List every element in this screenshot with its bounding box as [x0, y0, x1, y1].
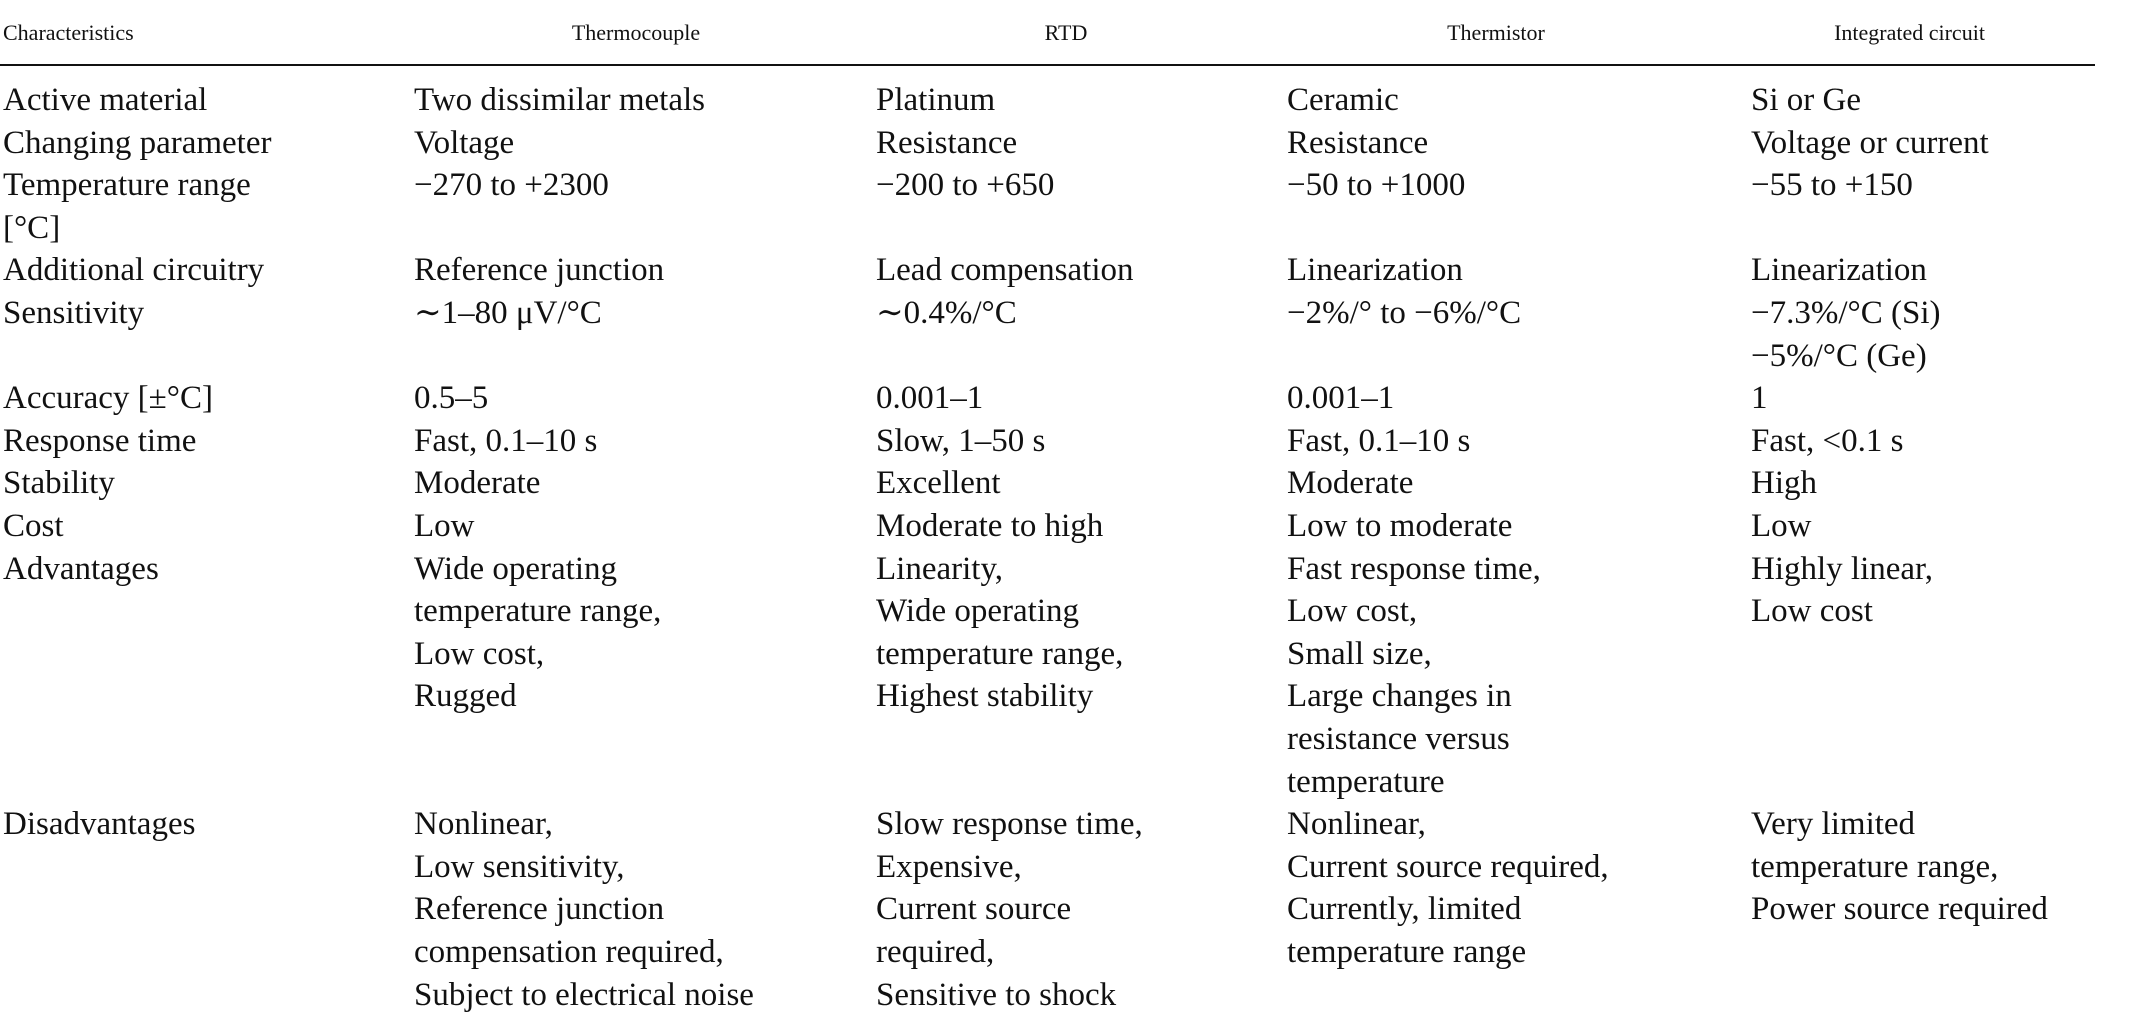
rtd-cell [876, 505, 1103, 548]
row-label [3, 164, 251, 249]
cell-line: 0.001–1 [1287, 380, 1395, 417]
integrated-circuit-cell [1751, 505, 1812, 548]
table-row [0, 505, 2133, 548]
cell-line: −5%/°C (Ge) [1751, 337, 1927, 374]
cell-line: Linearization [1287, 252, 1463, 289]
cell-line: −50 to +1000 [1287, 167, 1466, 204]
cell-line: Low cost [1751, 593, 1873, 630]
cell-line: Fast, <0.1 s [1751, 422, 1904, 459]
integrated-circuit-cell [1751, 292, 1940, 377]
cell-line: Fast response time, [1287, 550, 1541, 587]
thermistor-cell [1287, 79, 1399, 122]
integrated-circuit-cell [1751, 803, 2048, 931]
thermistor-cell [1287, 377, 1394, 420]
header-thermistor: Thermistor [1447, 20, 1545, 45]
rtd-cell [876, 249, 1134, 292]
integrated-circuit-cell [1751, 164, 1913, 207]
integrated-circuit-cell [1751, 79, 1861, 122]
cell-line: resistance versus [1287, 720, 1510, 757]
table-row [0, 377, 2133, 420]
rtd-cell [876, 548, 1123, 718]
cell-line: Highest stability [876, 678, 1094, 715]
thermocouple-cell [414, 79, 705, 122]
thermocouple-cell [414, 803, 754, 1016]
header-thermocouple: Thermocouple [571, 20, 701, 45]
cell-line: Fast, 0.1–10 s [414, 422, 598, 459]
cell-line: temperature range, [876, 635, 1124, 672]
row-label [3, 505, 64, 548]
integrated-circuit-cell [1751, 249, 1927, 292]
cell-line: Resistance [876, 124, 1018, 161]
rtd-cell [876, 122, 1017, 165]
cell-line: Nonlinear, [1287, 806, 1426, 843]
rtd-cell [876, 462, 1001, 505]
table-row [0, 122, 2133, 165]
cell-line: Large changes in [1287, 678, 1512, 715]
header-divider [0, 64, 2095, 66]
cell-line: Disadvantages [3, 806, 196, 843]
cell-line: Stability [3, 465, 115, 502]
cell-line: Reference junction [414, 252, 665, 289]
cell-line: required, [876, 933, 995, 970]
cell-line: Linearization [1751, 252, 1927, 289]
cell-line: ∼1–80 μV/°C [414, 294, 602, 331]
cell-line: Very limited [1751, 806, 1916, 843]
table-body [0, 79, 2133, 1016]
thermistor-cell [1287, 122, 1428, 165]
thermistor-cell [1287, 505, 1512, 548]
thermocouple-cell [414, 505, 475, 548]
thermocouple-cell [414, 377, 488, 420]
cell-line: temperature range, [414, 593, 662, 630]
thermistor-cell [1287, 292, 1521, 335]
cell-line: Small size, [1287, 635, 1432, 672]
cell-line: Slow response time, [876, 806, 1143, 843]
cell-line: −7.3%/°C (Si) [1751, 294, 1941, 331]
thermistor-cell [1287, 462, 1413, 505]
cell-line: Cost [3, 507, 64, 544]
cell-line: Slow, 1–50 s [876, 422, 1046, 459]
cell-line: Moderate [414, 465, 541, 502]
thermocouple-cell [414, 292, 602, 335]
row-label [3, 377, 213, 420]
cell-line: Linearity, [876, 550, 1004, 587]
row-label [3, 292, 144, 335]
cell-line: Response time [3, 422, 197, 459]
table-row [0, 420, 2133, 463]
cell-line: [°C] [3, 209, 61, 246]
cell-line: Temperature range [3, 167, 251, 204]
cell-line: 0.001–1 [876, 380, 984, 417]
table-row [0, 803, 2133, 1016]
rtd-cell [876, 292, 1017, 335]
cell-line: 0.5–5 [414, 380, 489, 417]
cell-line: Moderate [1287, 465, 1414, 502]
cell-line: Low cost, [1287, 593, 1418, 630]
cell-line: Sensitivity [3, 294, 145, 331]
cell-line: Platinum [876, 82, 996, 118]
row-label [3, 122, 271, 165]
cell-line: −270 to +2300 [414, 167, 609, 204]
cell-line: Low [414, 507, 475, 544]
cell-line: Currently, limited [1287, 891, 1522, 928]
cell-line: Sensitive to shock [876, 976, 1117, 1013]
cell-line: Lead compensation [876, 252, 1134, 289]
cell-line: Power source required [1751, 891, 2048, 928]
cell-line: Current source required, [1287, 848, 1609, 885]
row-label [3, 548, 159, 591]
cell-line: Low sensitivity, [414, 848, 625, 885]
cell-line: ∼0.4%/°C [876, 294, 1017, 331]
cell-line: −200 to +650 [876, 167, 1055, 204]
cell-line: Wide operating [876, 593, 1080, 630]
rtd-cell [876, 420, 1045, 463]
row-label [3, 79, 207, 122]
cell-line: Nonlinear, [414, 806, 553, 843]
integrated-circuit-cell [1751, 420, 1903, 463]
cell-line: −55 to +150 [1751, 167, 1913, 204]
cell-line: Expensive, [876, 848, 1022, 885]
row-label [3, 803, 195, 846]
cell-line: compensation required, [414, 933, 724, 970]
cell-line: Excellent [876, 465, 1001, 502]
thermocouple-cell [414, 420, 597, 463]
header-rtd: RTD [1044, 20, 1088, 45]
thermistor-cell [1287, 548, 1541, 804]
cell-line: Subject to electrical noise [414, 976, 754, 1013]
thermocouple-cell [414, 548, 661, 718]
table-row [0, 548, 2133, 804]
rtd-cell [876, 377, 983, 420]
cell-line: Changing parameter [3, 124, 272, 161]
cell-line: Advantages [3, 550, 159, 587]
header-characteristics: Characteristics [3, 20, 134, 45]
cell-line: Si or Ge [1751, 82, 1861, 118]
rtd-cell [876, 164, 1054, 207]
cell-line: temperature range, [1751, 848, 1999, 885]
cell-line: Low to moderate [1287, 507, 1513, 544]
table-header-row [0, 18, 2095, 48]
integrated-circuit-cell [1751, 122, 1989, 165]
rtd-cell [876, 803, 1143, 1016]
row-label [3, 420, 196, 463]
cell-line: Current source [876, 891, 1072, 928]
thermistor-cell [1287, 164, 1465, 207]
thermocouple-cell [414, 122, 514, 165]
cell-line: Wide operating [414, 550, 618, 587]
cell-line: Ceramic [1287, 82, 1399, 118]
cell-line: Rugged [414, 678, 517, 715]
cell-line: Voltage or current [1751, 124, 1989, 161]
cell-line: −2%/° to −6%/°C [1287, 294, 1522, 331]
cell-line: temperature [1287, 763, 1445, 800]
thermistor-cell [1287, 803, 1609, 973]
thermistor-cell [1287, 420, 1470, 463]
table-row [0, 292, 2133, 377]
cell-line: Two dissimilar metals [414, 82, 705, 118]
thermocouple-cell [414, 249, 664, 292]
table-row [0, 164, 2133, 249]
cell-line: 1 [1751, 380, 1768, 417]
cell-line: Active material [3, 82, 208, 118]
cell-line: Accuracy [±°C] [3, 380, 213, 417]
table-row [0, 249, 2133, 292]
cell-line: Highly linear, [1751, 550, 1933, 587]
row-label [3, 249, 264, 292]
table-row [0, 79, 2133, 122]
thermocouple-cell [414, 164, 609, 207]
cell-line: Resistance [1287, 124, 1429, 161]
cell-line: High [1751, 465, 1817, 502]
integrated-circuit-cell [1751, 548, 1933, 633]
integrated-circuit-cell [1751, 377, 1768, 420]
header-integrated-circuit: Integrated circuit [1834, 20, 1985, 45]
cell-line: Voltage [414, 124, 515, 161]
cell-line: Reference junction [414, 891, 665, 928]
thermocouple-cell [414, 462, 540, 505]
cell-line: Low [1751, 507, 1812, 544]
cell-line: temperature range [1287, 933, 1527, 970]
cell-line: Low cost, [414, 635, 545, 672]
cell-line: Fast, 0.1–10 s [1287, 422, 1471, 459]
row-label [3, 462, 115, 505]
cell-line: Additional circuitry [3, 252, 265, 289]
cell-line: Moderate to high [876, 507, 1104, 544]
thermistor-cell [1287, 249, 1463, 292]
integrated-circuit-cell [1751, 462, 1817, 505]
table-row [0, 462, 2133, 505]
rtd-cell [876, 79, 995, 122]
